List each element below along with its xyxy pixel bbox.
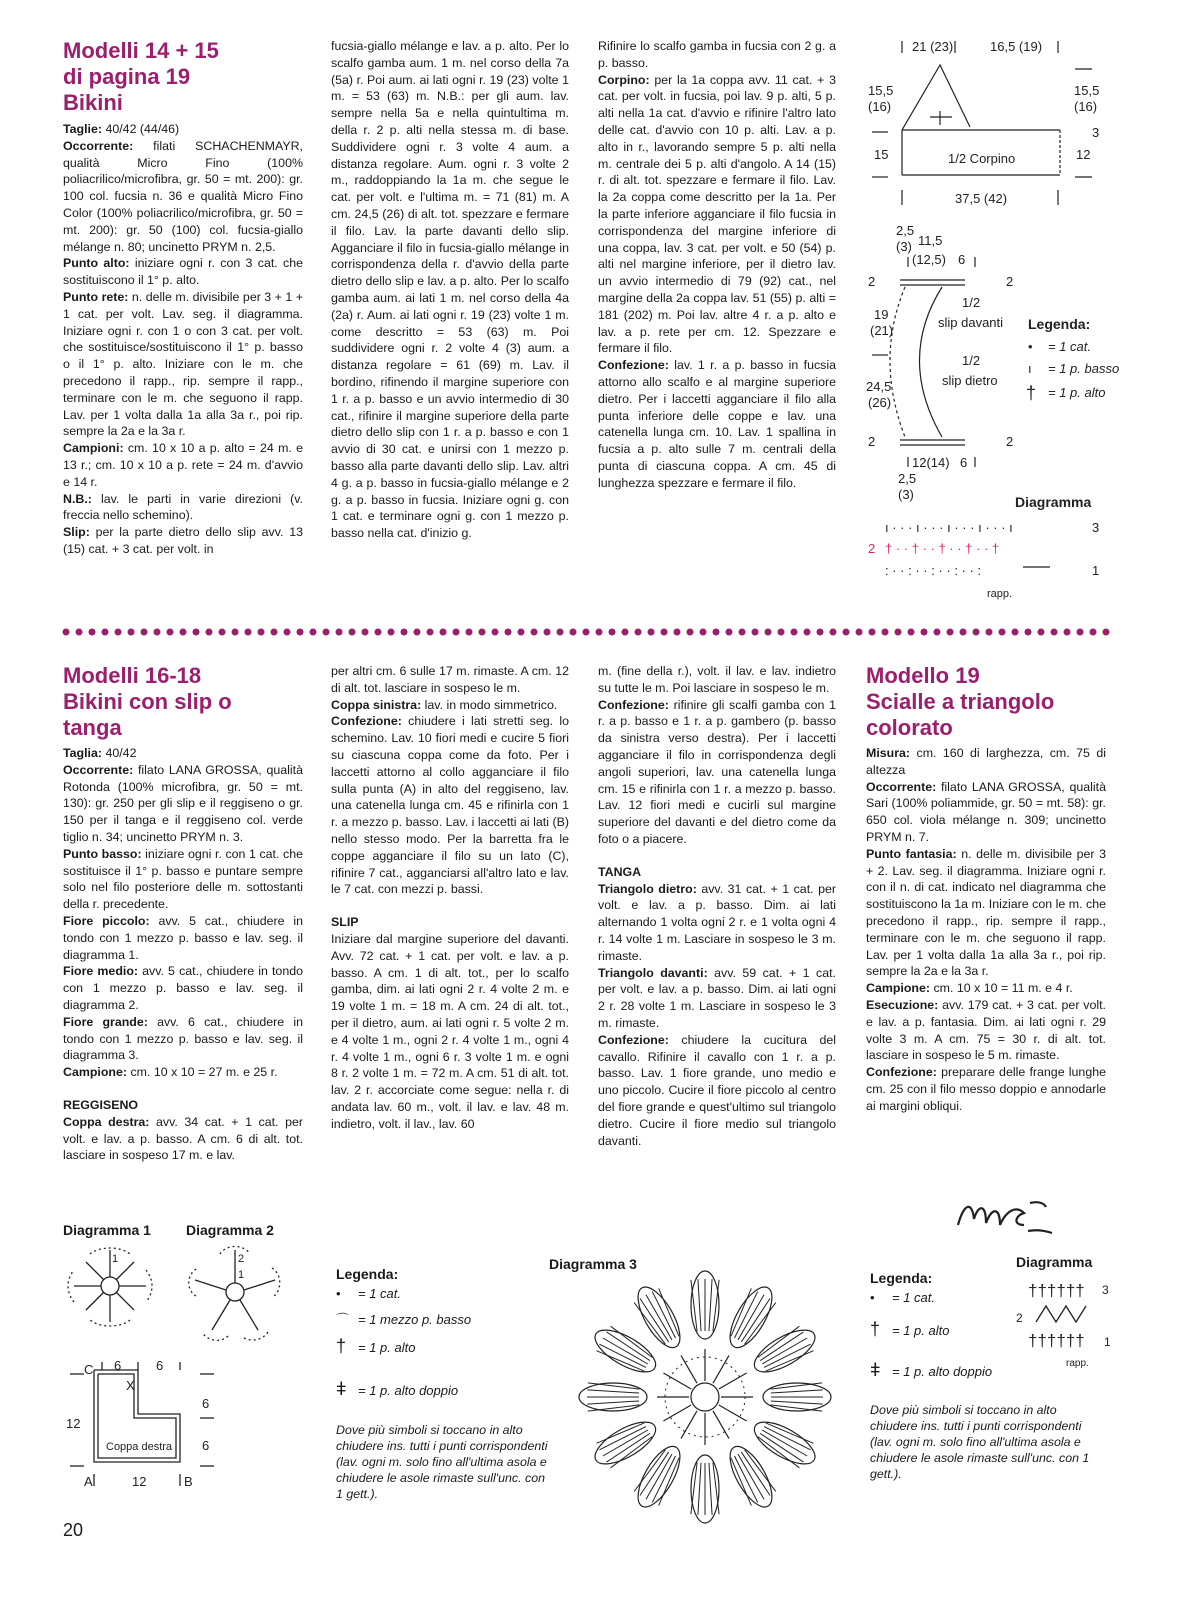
top-diagram-symbols [885,520,1013,578]
text: cm. 10 x 10 = 27 m. e 25 r. [127,1065,278,1080]
schema-b4: (3) [898,487,914,502]
legend-bottom-cat: • = 1 cat. [336,1286,401,1301]
schema-two-d: 2 [1006,434,1014,449]
schema-slip-front-a: 1/2 [962,295,981,310]
text: cm. 10 x 10 = 11 m. e 4 r. [930,981,1073,996]
label: Occorrente: [63,762,134,777]
diagram-rapp: rapp. [987,588,1013,600]
paragraph [63,745,303,762]
paragraph [598,72,836,358]
paragraph [331,697,569,714]
section-heading: REGGISENO [63,1097,139,1112]
legend-sym-basso: ı [1028,361,1032,376]
column-model-19 [866,745,1106,1115]
legend-19-note: Dove più simboli si toccano in alto chiudere ins. tutti i punti corrispondenti (lav. ogni m. solo fino all'ultima asola e chiudere le asole rimaste sull'unc. con 1 gett.). [870,1403,1090,1481]
paragraph [598,965,836,1032]
legend-item-basso: = 1 p. basso [1048,361,1120,376]
legend-19-cat: • = 1 cat. [870,1290,935,1305]
paragraph [63,1014,303,1064]
paragraph [63,1064,303,1081]
text: rifinire gli scalfi gamba con 1 r. a p. basso e 1 r. a p. gambero (p. basso da sinistra verso destra). Per i laccetti agganciare il filo in corrispondenza degli angoli superiori, lav. una catenella lunga cm. 15 e rifinirla con 1 r. a mezzo p. basso. Lav. 12 fiori medi e cucirli sul margine superiore del davanti e del dietro come da foto o a piacere. [598,697,836,846]
text: per altri cm. 6 sulle 17 m. rimaste. A cm. 12 di alt. tot. lasciare in sospeso le m. [331,664,569,695]
label: Fiore piccolo: [63,913,150,928]
column-bottom-1 [63,745,303,1164]
column-bottom-2 [331,663,569,1133]
paragraph [63,440,303,490]
cup-label-twelve-bottom: 12 [132,1474,147,1489]
paragraph [63,121,303,138]
schema-left-a2: (16) [868,99,892,114]
paragraph [598,697,836,848]
schema-bottom: 37,5 (42) [955,191,1008,206]
svg-text:2: 2 [238,1253,245,1265]
label: Fiore grande: [63,1014,148,1029]
paragraph [63,289,303,440]
text: avv. 5 cat., chiudere in tondo con 1 mezzo p. basso e lav. seg. il diagramma 2. [63,964,303,1012]
section-title-models-14-15: Modelli 14 + 15 di pagina 19 Bikini [63,38,219,115]
svg-text:† · · † · · † · · † · · †: † · · † · · † · · † · · † [885,541,1000,556]
cup-label-six-2: 6 [156,1358,164,1373]
svg-text:1: 1 [112,1253,119,1265]
text: cm. 160 di larghezza, cm. 75 di altezza [866,746,1106,777]
text: avv. 34 cat. + 1 cat. per volt. e lav. a p. basso. A cm. 6 di alt. tot. lasciare in sospeso 17 m. e lav. [63,1114,303,1163]
diagram-19 [1000,1272,1120,1372]
paragraph [598,357,836,491]
diagram-3-flower [570,1262,840,1532]
diag19-row-3: 3 [1102,1283,1109,1297]
cup-label-coppa: Coppa destra [106,1441,173,1453]
paragraph [866,1064,1106,1114]
text: filato LANA GROSSA, qualità Rotonda (100% microfibra, gr. 50 = mt. 130): gr. 250 per gli slip e il reggiseno o gr. 150 per il tanga e il reggiseno col. verde tiglio n. 34; uncinetto PRYM n. 3. [63,762,303,844]
label: Punto fantasia: [866,846,957,861]
diagram-row-3: 3 [1092,520,1100,535]
signature-logo [950,1185,1060,1245]
label: Confezione: [331,714,402,729]
text: chiudere i lati stretti seg. lo schemino. Lav. 10 fiori medi e cucire 5 fiori su ciascuna coppa come da foto. Per i laccetti attorno al collo agganciare il filo sulla punta (A) in alto del reggiseno, lav. una catenella lunga cm. 45 e rifinirla con 1 r. a mezzo p. basso. Lav. i laccetti ai lati (B) nello stesso modo. Per la barretta fra le coppe agganciare il filo su un lato (C), rifinire 7 cat., agganciarsi all'altro lato e lav. le 7 cat. con mezzi p. bassi. [331,714,569,897]
text: lav. in modo simmetrico. [421,697,558,712]
schema-top-b: 16,5 (19) [990,39,1043,54]
paragraph [63,1114,303,1164]
section-title-models-16-18: Modelli 16-18 Bikini con slip o tanga [63,663,232,740]
legend-19-alto-doppio: ǂ = 1 p. alto doppio [870,1360,993,1380]
section-heading: TANGA [598,864,642,879]
text: cm. 10 x 10 a p. alto = 24 m. e 13 r.; cm. 10 x 10 a p. rete = 24 m. d'avvio e 14 r. [63,441,303,489]
schema-two-c: 2 [868,434,876,449]
label: Punto alto: [63,256,130,271]
label: Taglie: [63,122,103,136]
schema-right-b: 12 [1076,147,1091,162]
svg-text:1: 1 [238,1269,245,1281]
schema-s2: (3) [896,239,912,254]
schema-left-a: 15,5 [868,83,894,98]
schema-right-c: 3 [1092,125,1100,140]
schema-s4: (12,5) [912,252,946,267]
svg-text:††††††: †††††† [1028,1281,1085,1300]
column-top-2 [331,38,569,542]
label: Confezione: [866,1065,937,1080]
schema-slip-back-a: 1/2 [962,353,981,368]
label: Taglia: [63,746,103,760]
paragraph: fucsia-giallo mélange e lav. a p. alto. Per lo scalfo gamba aum. 1 m. nel corso della 7a (5a) r. Poi aum. ai lati ogni r. 19 (23) volte 1 m. = 53 (63) m. N.B.: per gli aum. lav. sempre nella 5a e nella quintultima m. della r. 2 p. alti nella stessa m. di base. Suddividere ogni r. 3 volte 4 aum. a distanza regolare. Aum. ogni r. 3 volte 2 m., raddoppiando la 1a m. che segue le cat. per volt. e l'ultima m. = 71 (81) m. A cm. 24,5 (26) di alt. tot. spezzare e fermare il filo. Lav. la parte davanti dello slip. Agganciare il filo in fucsia-giallo mélange in corrispondenza della r. d'avvio della parte dietro dello slip e lav. a p. alto. Per lo scalfo gamba aum. ai lati 1 m. nel corso della 4a (2a) r. Aum. ai lati ogni r. 19 (23) volte 1 m. come descritto = 53 (63) m. Poi suddividere ogni r. 2 volte 4 (3) aum. a distanza regolare = 61 (69) m. Lav. il bordino, rifinendo il margine superiore con 1 r. a p. basso e un avvio intermedio di 30 cat., rifinire il margine superiore della parte dietro dello slip con 1 r. a p. basso e con 1 avvio di 30 cat. e unirsi con 1 mezzo p. basso alla parte davanti dello slip. Lav. altri 4 g. a p. basso in fucsia-giallo mélange e 2 g. a p. basso in fucsia. Iniziare ogni g. con 1 cat. e terminare ogni g. con 1 mezzo p. basso nella cat. d'inizio g. [331,39,569,541]
svg-text:††††††: †††††† [1028,1331,1085,1350]
schema-top-a: 21 (23) [912,39,954,54]
diag19-rapp: rapp. [1066,1358,1089,1369]
label: Coppa sinistra: [331,697,422,712]
legend-bullet: • [1028,339,1033,354]
paragraph [866,846,1106,980]
section-divider [62,627,1122,637]
cup-label-twelve-left: 12 [66,1416,81,1431]
schema-two-b: 2 [1006,274,1014,289]
text: per la 1a coppa avv. 11 cat. + 3 cat. per volt. in fucsia, poi lav. 9 p. alti, 5 p. alti nella 1a cat. d'avvio e rifinire l'altro lato delle cat. d'avvio con 10 p. alti. Lav. a p. alto in r., lavorando sempre 5 p. alti nella m. centrale dei 5 p. alti d'angolo. A 14 (15) r. di alt. tot. spezzare e fermare il filo. Lav. la 2a coppa come descritto per la 1a. Per la parte inferiore agganciare il filo fucsia in corrispondenza del margine inferiore di una coppa, lav. 3 cat. per volt. e 50 (54) p. alti nel margine inferiore, per il dietro lav. un avvio intermedio di 79 (92) cat., nel margine della 2a coppa lav. 51 (55) p. alti = 181 (202) m. Poi lav. altre 4 r. a p. alto e lav. a p. rete per cm. 12. Spezzare e fermare il filo. [598,72,836,356]
paragraph [331,931,569,1133]
label: Occorrente: [866,779,937,794]
schema-l26: (26) [868,395,892,410]
schema-left-b: 15 [874,147,889,162]
text: n. delle m. divisibile per 3 + 1 + 1 cat. per volt. Lav. seg. il diagramma. Iniziare ogni r. con 1 o con 3 cat. per volt. che sostituisce/sostituiscono il 1° p. basso o il 1° p. alto. Iniziare con le m. che precedono il rapp., rip. sempre il rapp., terminare con le m. che seguono il rapp. Lav. per 1 volta dalla 1a alla 3a r., poi rip. sempre la 2a e la 3a r. [63,289,303,439]
text: iniziare ogni r. con 1 cat. che sostituisce il 1° p. basso e puntare sempre solo nel filo posteriore delle m. sottostanti della r. precedente. [63,846,303,912]
label: Confezione: [598,697,669,712]
label: Fiore medio: [63,964,139,979]
paragraph [63,963,303,1013]
cup-schema [60,1358,230,1508]
svg-text:: · · : · · : · · : · · :: : · · : · · : · · : · · : [885,563,982,578]
cup-label-six-1: 6 [114,1358,122,1373]
label: Slip: [63,525,90,540]
label: Campione: [866,981,931,996]
text: filati SCHACHENMAYR, qualità Micro Fino (100% poliacrilico/microfibra, gr. 50 = mt. 200): gr. 100 col. fucsia n. 36 e qualità Micro Fino Color (100% poliacrilico/microfibra, gr. 50 = mt. 200): gr. 50 (100) col. fucsia-giallo mélange n. 80; uncinetto PRYM n. 2,5. [63,138,303,254]
legend-19-title: Legenda: [870,1270,933,1286]
text: n. delle m. divisibile per 3 + 2. Lav. seg. il diagramma. Iniziare ogni r. con il n. di cat. indicato nel diagramma che sostituiscono la 1a m. Iniziare con le m. che precedono il rapp., rip. sempre il rapp., terminare con le m. che seguono il rapp. Lav. per 1 volta dalla 1a alla 3a r., poi rip. sempre la 2a e la 3a r. [866,846,1107,979]
schema-b3: 2,5 [898,471,917,486]
diag19-row-2: 2 [1016,1311,1023,1325]
diagram-1-flower [60,1240,160,1340]
paragraph [866,980,1106,997]
schema-s5: 6 [958,252,966,267]
schema-slip-front-b: slip davanti [938,315,1004,330]
paragraph [866,745,1106,779]
schema-corpino-label: 1/2 Corpino [948,151,1016,166]
text: avv. 5 cat., chiudere in tondo con 1 mezzo p. basso e lav. seg. il diagramma 1. [63,913,303,962]
label: Punto rete: [63,289,129,304]
legend-bottom-alto-doppio: ǂ = 1 p. alto doppio [336,1379,459,1399]
cup-label-b: B [184,1474,193,1489]
text: m. (fine della r.), volt. il lav. e lav. indietro su tutte le m. Poi lasciare in sospeso le m. [598,664,836,695]
section-title-model-19: Modello 19 Scialle a triangolo colorato [866,663,1055,740]
label: Esecuzione: [866,997,939,1012]
cup-label-a: A [84,1474,93,1489]
text: avv. 179 cat. + 3 cat. per volt. e lav. a p. fantasia. Dim. ai lati ogni r. 29 volte 3 m. A cm. 75 = 30 r. di alt. tot. lasciare in sospeso le 5 m. rimaste. [866,997,1106,1063]
cup-label-c: C [84,1362,94,1377]
column-top-3 [598,38,836,492]
text: per la parte dietro dello slip avv. 13 (15) cat. + 3 cat. per volt. in [63,525,303,556]
schema-l19: 19 [874,307,889,322]
section-heading: SLIP [331,915,359,930]
text: lav. le parti in varie direzioni (v. freccia nello schemino). [63,491,303,523]
label: Campione: [63,1065,128,1080]
paragraph [331,663,569,697]
diagram-row-1: 1 [1092,563,1100,578]
legend-item-cat: = 1 cat. [1048,339,1091,354]
paragraph [598,38,836,72]
text: filato LANA GROSSA, qualità Sari (100% poliammide, gr. 50 = mt. 58): gr. 650 col. viola mélange n. 309; uncinetto PRYM n. 7. [866,779,1106,844]
text: 40/42 (44/46) [102,122,180,136]
label: Triangolo davanti: [598,965,708,980]
text: chiudere la cucitura del cavallo. Rifinire il cavallo con 1 r. a p. basso. Lav. 1 fiore grande, uno medio e uno piccolo. Cucire il fiore piccolo al centro del fiore grande e quest'ultimo sul triangolo dietro. Cucire il fiore medio sul triangolo davanti. [598,1032,836,1148]
text: lav. 1 r. a p. basso in fucsia attorno allo scalfo e al margine superiore dietro. Per i laccetti agganciare il filo alla punta inferiore delle coppe e lav. una catenella lunga cm. 10. Lav. 1 spallina in fucsia a p. alto sulle 7 m. centrali della punta di ciascuna coppa. A cm. 45 di lunghezza spezzare e fermare il filo. [598,358,836,490]
text: Rifinire lo scalfo gamba in fucsia con 2 g. a p. basso. [598,39,836,70]
schema-right-a: 15,5 [1074,83,1100,98]
label: Punto basso: [63,846,142,861]
schema-s3: 11,5 [918,233,943,248]
legend-title: Legenda: [1028,316,1091,332]
corpino-slip-schema [860,35,1120,610]
label: Confezione: [598,358,669,373]
text: iniziare ogni r. con 3 cat. che sostituiscono il 1° p. alto. [63,256,303,288]
paragraph [598,663,836,697]
schema-b1: 12(14) [912,455,950,470]
label: N.B.: [63,491,92,506]
paragraph [866,997,1106,1064]
cup-label-x: X [126,1378,135,1393]
paragraph [63,846,303,913]
column-top-1 [63,121,303,558]
schema-two-a: 2 [868,274,876,289]
legend-bottom-mezzo: ⌒ = 1 mezzo p. basso [336,1312,472,1327]
text: avv. 6 cat., chiudere in tondo con 1 mezzo p. basso e lav. seg. il diagramma 3. [63,1014,304,1063]
diagram-title-top: Diagramma [1015,494,1092,510]
paragraph [598,881,836,965]
page-number: 20 [63,1520,84,1540]
legend-19-alto: † = 1 p. alto [870,1319,950,1339]
label: Triangolo dietro: [598,881,697,896]
legend-bottom-title: Legenda: [336,1266,399,1282]
text: preparare delle frange lunghe cm. 25 con il filo messo doppio e annodarle ai margini obliqui. [866,1065,1106,1113]
diagram-row-2: 2 [868,541,876,556]
paragraph [63,762,303,846]
text: 40/42 [102,746,137,760]
column-bottom-3 [598,663,836,1149]
schema-right-a2: (16) [1074,99,1098,114]
cup-label-six-3: 6 [202,1396,210,1411]
legend-bottom-alto: † = 1 p. alto [336,1336,416,1356]
diagram-19-title: Diagramma [1016,1254,1093,1270]
diagram-1-title: Diagramma 1 [63,1222,151,1238]
paragraph [63,255,303,289]
paragraph [598,1032,836,1150]
paragraph [866,779,1106,846]
paragraph [63,138,303,256]
legend-bottom [336,1266,556,1502]
diagram-2-title: Diagramma 2 [186,1222,274,1238]
paragraph [331,713,569,898]
paragraph [63,913,303,963]
label: Coppa destra: [63,1114,150,1129]
diagram-2-flower [180,1240,290,1350]
legend-item-alto: = 1 p. alto [1048,385,1106,400]
text: avv. 59 cat. + 1 cat. per volt. e lav. a p. basso. Dim. ai lati ogni 2 r. 28 volte 1 m. Lasciare in sospeso le 3 m. rimaste. [598,965,836,1030]
cup-label-six-4: 6 [202,1438,210,1453]
legend-sym-alto: † [1026,383,1037,403]
label: Occorrente: [63,138,134,153]
schema-s1: 2,5 [896,223,915,238]
schema-l21: (21) [870,323,894,338]
schema-l245: 24,5 [866,379,892,394]
diag19-row-1: 1 [1104,1335,1111,1349]
diagram-3-title: Diagramma 3 [549,1256,637,1272]
text: Iniziare dal margine superiore del davanti. Avv. 72 cat. + 1 cat. per volt. e lav. a p. basso. A cm. 1 di alt. tot., per lo scalfo gamba, dim. ai lati ogni 2 r. 4 volte 2 m. e 19 volte 1 m. = 18 m. A cm. 24 di alt. tot., per il dietro, aum. ai lati ogni r. 5 volte 2 m. e 4 volte 1 m., ogni 2 r. 4 volte 1 m., ogni 4 r. 4 volte 1 m., ogni 6 r. 3 volte 1 m. e ogni 8 r. 2 volte 1 m. = 72 m. A cm. 51 di alt. tot. lav. 2 r. accorciate come segue: nella r. di andata lav. 60 m., volt. il lav. e lav. 48 m. indietro, volt. il lav., lav. 60 [331,931,569,1131]
text: avv. 31 cat. + 1 cat. per volt. e lav. a p. basso. Dim. ai lati alternando 1 volta ogni 2 r. e 1 volta ogni 4 r. 14 volte 1 m. Lasciare in sospeso le 3 m. rimaste. [598,881,836,963]
legend-bottom-note: Dove più simboli si toccano in alto chiudere ins. tutti i punti corrispondenti (lav. ogni m. solo fino all'ultima asola e chiudere le asole rimaste sull'unc. con 1 gett.). [336,1423,548,1501]
label: Campioni: [63,441,124,456]
schema-b2: 6 [960,455,968,470]
label: Corpino: [598,72,650,87]
paragraph [63,524,303,558]
legend-model-19 [870,1270,993,1381]
label: Misura: [866,746,911,760]
paragraph [63,491,303,525]
label: Confezione: [598,1032,669,1047]
schema-slip-back-b: slip dietro [942,373,998,388]
svg-text:ı · · · ı · · · ı · · · ı · ·: ı · · · ı · · · ı · · · ı · · · ı [885,520,1013,535]
